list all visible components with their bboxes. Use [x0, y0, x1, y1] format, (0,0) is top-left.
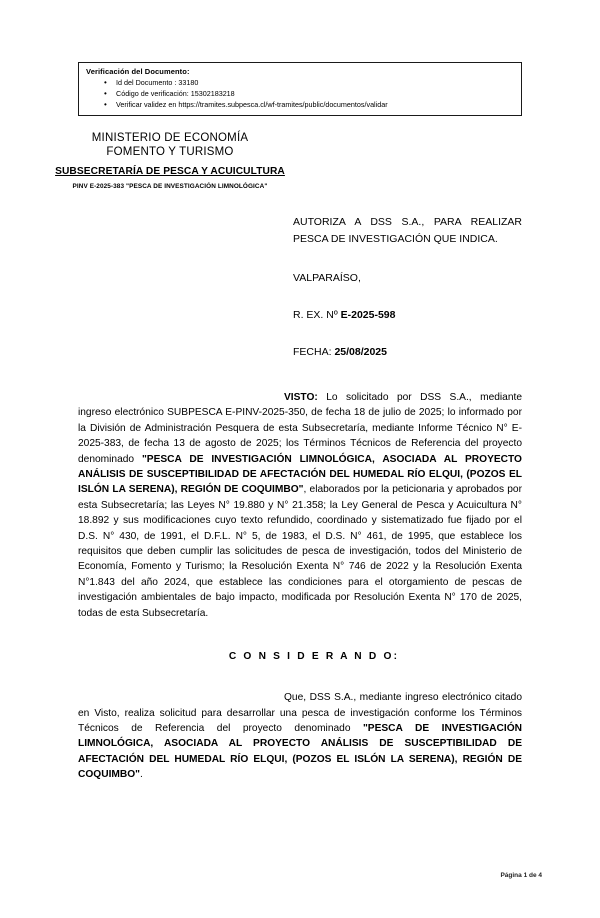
ministry-name-line2: FOMENTO Y TURISMO: [106, 146, 234, 158]
date-value: 25/08/2025: [334, 346, 387, 358]
list-item: [104, 88, 521, 99]
visto-paragraph: [78, 390, 522, 621]
visto-text-after-title: , elaborados por la peticionaria y aprobados por esta Subsecretaría; las Leyes N° 19.880 y N° 21.358; la Ley General de Pesca y Acuicultura N° 18.892 y sus modificaciones cuyo texto refundido, coordinado y sistematizado fue fijado por el D.S. N° 430, de 1991, el D.F.L. N° 5, de 1983, el D.S. N° 461, de 1995, que establece los requisitos que deben cumplir las solicitudes de pesca de investigación, todos del Ministerio de Economía, Fomento y Turismo; la Resolución Exenta N° 746 de 2022 y la Resolución Exenta N°1.843 del año 2024, que establece las condiciones para el otorgamiento de pescas de investigación ambientales de bajo impacto, modificada por Resolución Exenta N° 170 de 2025, todas de esta Subsecretaría.: [78, 484, 522, 619]
page-footer: [0, 872, 600, 879]
document-subject: AUTORIZA A DSS S.A., PARA REALIZAR PESCA DE INVESTIGACIÓN QUE INDICA.: [293, 216, 522, 245]
document-body: [78, 390, 522, 783]
date-label: FECHA:: [293, 346, 332, 358]
issue-date: [293, 345, 522, 360]
document-header-block: [293, 214, 522, 360]
resolution-number: [293, 308, 522, 323]
subsecretaria-heading: SUBSECRETARÍA DE PESCA Y ACUICULTURA: [55, 166, 285, 177]
considerando-project-title: "PESCA DE INVESTIGACIÓN LIMNOLÓGICA, ASOCIADA AL PROYECTO ANÁLISIS DE SUSCEPTIBILIDAD DE AFECTACIÓN DEL HUMEDAL RÍO ELQUI, (POZOS EL ISLÓN LA SERENA), REGIÓN DE COQUIMBO": [78, 722, 522, 781]
bullet-icon: •: [104, 89, 107, 98]
verification-title: Verificación del Documento:: [86, 67, 190, 76]
considerando-text-before-title: Que, DSS S.A., mediante ingreso electrónico citado en Visto, realiza solicitud para desarrollar una pesca de investigación conforme los Términos Técnicos de Referencia del proyecto denominado: [78, 692, 522, 734]
visto-keyword: VISTO:: [284, 392, 318, 403]
resolution-number-value: E-2025-598: [340, 309, 396, 321]
verification-url: Verificar validez en https://tramites.subpesca.cl/wf-tramites/public/documentos/validar: [116, 100, 388, 109]
visto-project-title: "PESCA DE INVESTIGACIÓN LIMNOLÓGICA, ASOCIADA AL PROYECTO ANÁLISIS DE SUSCEPTIBILIDAD DE AFECTACIÓN DEL HUMEDAL RÍO ELQUI, (POZOS EL ISLÓN LA SERENA), REGIÓN DE COQUIMBO": [78, 453, 522, 496]
verification-box: [78, 62, 522, 116]
verification-code: Código de verificación: 15302183218: [116, 89, 235, 98]
considerando-heading: [78, 651, 522, 662]
project-reference: PINV E-2025-383 "PESCA DE INVESTIGACIÓN LIMNOLÓGICA": [72, 182, 268, 190]
considerando-heading-text: C O N S I D E R A N D O:: [228, 651, 400, 663]
bullet-icon: •: [104, 78, 107, 87]
resolution-number-label: R. EX. Nº: [293, 309, 338, 321]
list-item: [104, 77, 521, 88]
issue-place: VALPARAÍSO,: [293, 272, 361, 284]
verification-list: [86, 77, 521, 110]
page-number: Página 1 de 4: [500, 872, 542, 879]
visto-text-before-title: Lo solicitado por DSS S.A., mediante ingreso electrónico SUBPESCA E-PINV-2025-350, de fecha 18 de julio de 2025; lo informado por la División de Administración Pesquera de esta Subsecretaría, mediante Informe Técnico N° E-2025-383, de fecha 13 de agosto de 2025; los Términos Técnicos de Referencia del proyecto denominado: [78, 392, 522, 465]
ministry-name-line1: MINISTERIO DE ECONOMÍA: [91, 132, 249, 144]
list-item: [104, 99, 521, 110]
ministry-header: [40, 131, 300, 191]
bullet-icon: •: [104, 100, 107, 109]
verification-document-id: Id del Documento : 33180: [116, 78, 199, 87]
considerando-text-after-title: .: [140, 769, 143, 781]
considerando-paragraph: [78, 690, 522, 782]
